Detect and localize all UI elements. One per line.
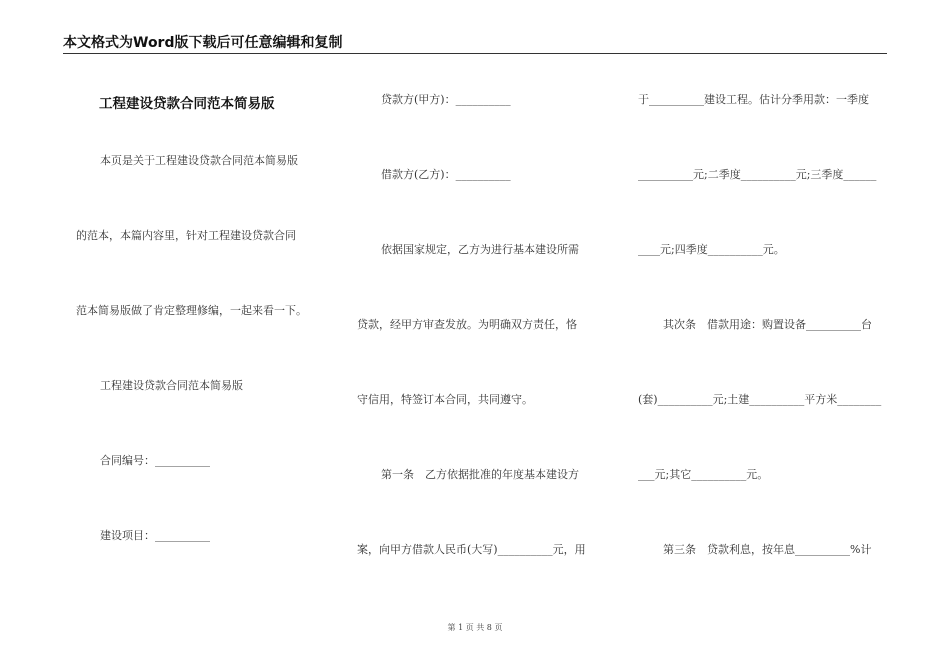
paragraph-line: __________元;二季度__________元;三季度______ bbox=[638, 168, 877, 181]
borrower-field: 借款方(乙方)：__________ bbox=[381, 168, 511, 181]
contract-number-field: 合同编号：__________ bbox=[100, 454, 210, 467]
paragraph-line: 贷款，经甲方审查发放。为明确双方责任，恪 bbox=[357, 318, 577, 331]
paragraph-line: 范本简易版做了肯定整理修编，一起来看一下。 bbox=[76, 304, 307, 317]
paragraph-line: ___元;其它__________元。 bbox=[638, 468, 769, 481]
paragraph-line: 的范本，本篇内容里，针对工程建设贷款合同 bbox=[76, 229, 296, 242]
page-footer: 第 1 页 共 8 页 bbox=[447, 623, 503, 632]
paragraph-line: 本页是关于工程建设贷款合同范本简易版 bbox=[100, 154, 298, 167]
paragraph-line: 守信用，特签订本合同，共同遵守。 bbox=[357, 393, 533, 406]
article-line: 第一条 乙方依据批准的年度基本建设方 bbox=[381, 468, 579, 481]
project-field: 建设项目：__________ bbox=[100, 529, 210, 542]
paragraph-line: (套)__________元;土建__________平方米________ bbox=[638, 393, 882, 406]
paragraph-line: 依据国家规定，乙方为进行基本建设所需 bbox=[381, 243, 579, 256]
paragraph-line: 案，向甲方借款人民币(大写)__________元，用 bbox=[357, 543, 586, 556]
document-title: 工程建设贷款合同范本简易版 bbox=[99, 96, 275, 112]
lender-field: 贷款方(甲方)：__________ bbox=[381, 93, 511, 106]
article-line: 其次条 借款用途：购置设备__________台 bbox=[663, 318, 872, 331]
article-line: 第三条 贷款利息，按年息__________%计 bbox=[663, 543, 872, 556]
subtitle-line: 工程建设贷款合同范本简易版 bbox=[100, 379, 243, 392]
document-header: 本文格式为Word版下载后可任意编辑和复制 bbox=[63, 33, 887, 54]
paragraph-line: ____元;四季度__________元。 bbox=[638, 243, 785, 256]
paragraph-line: 于__________建设工程。估计分季用款：一季度 bbox=[638, 93, 869, 106]
